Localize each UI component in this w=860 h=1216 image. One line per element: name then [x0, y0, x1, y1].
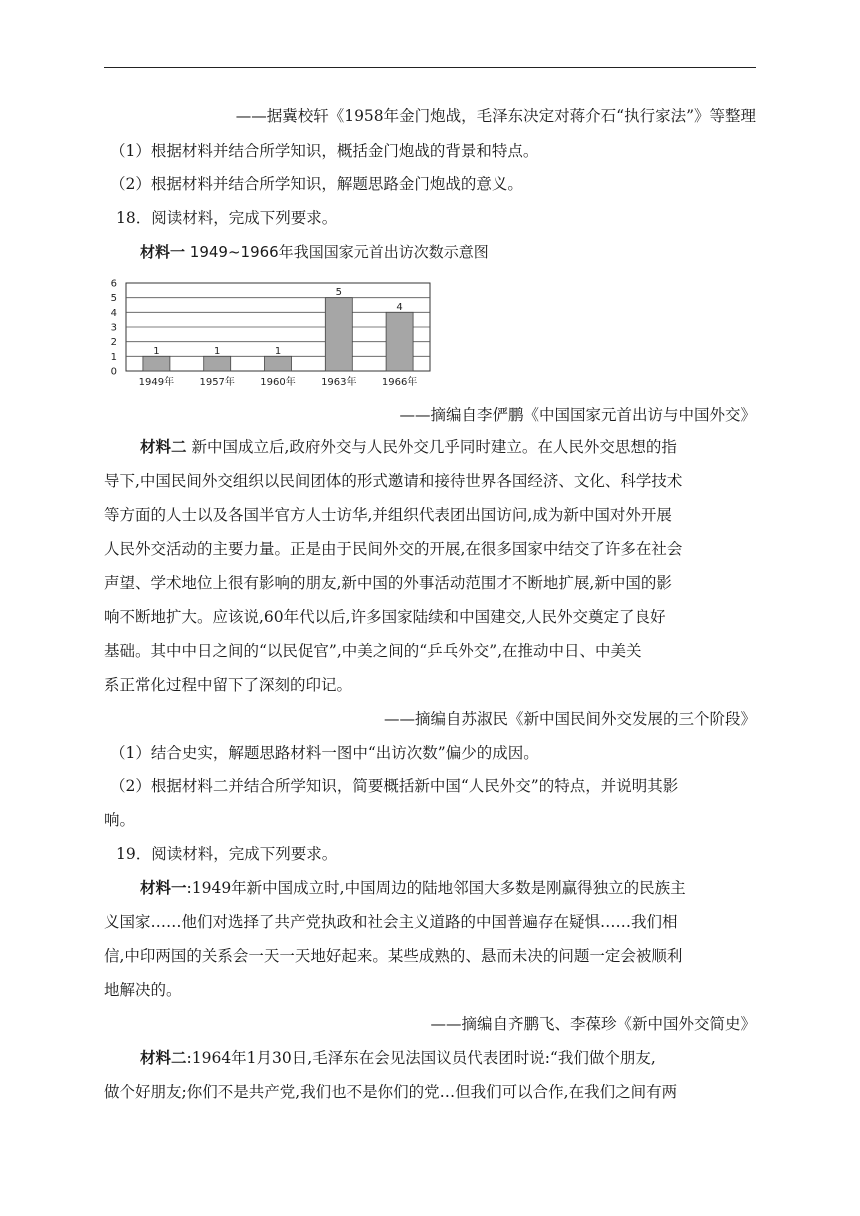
q18-sub2-line1: （2）根据材料二并结合所学知识，简要概括新中国“人民外交”的特点，并说明其影: [110, 777, 679, 795]
q18-m1-source: ——摘编自李俨鹏《中国国家元首出访与中国外交》: [399, 406, 756, 424]
q19-m1-line-0: [140, 878, 686, 898]
q17-sub2: （2）根据材料并结合所学知识，解题思路金门炮战的意义。: [110, 175, 523, 193]
bar-data-label: 1: [153, 345, 160, 357]
q18-m2-line-5: 响不断地扩大。应该说,60年代以后,许多国家陆续和中国建交,人民外交奠定了良好: [104, 608, 666, 626]
q19-m2-line-0: [140, 1048, 656, 1068]
q18-heading: 18．阅读材料，完成下列要求。: [116, 209, 338, 227]
q18-m2-label: 材料二: [140, 437, 187, 456]
x-tick-label: 1966年: [381, 377, 418, 388]
q18-m1-title-line: [140, 242, 489, 262]
x-tick-label: 1949年: [138, 377, 175, 388]
y-tick-label: 5: [110, 293, 117, 305]
q18-m2-line-3: 人民外交活动的主要力量。正是由于民间外交的开展,在很多国家中结交了许多在社会: [104, 540, 683, 558]
header-rule: [104, 67, 756, 68]
q18-m2-line-7: 系正常化过程中留下了深刻的印记。: [104, 676, 353, 694]
q19-m2-label: 材料二: [140, 1048, 187, 1067]
q18-m2-source: ——摘编自苏淑民《新中国民间外交发展的三个阶段》: [383, 710, 756, 728]
q19-m1-source: ——摘编自齐鹏飞、李葆珍《新中国外交简史》: [430, 1015, 756, 1033]
q19-m1-line-3: 地解决的。: [104, 981, 182, 999]
q18-m1-label: 材料一: [140, 243, 186, 261]
q19-m1-line-1: 义国家……他们对选择了共产党执政和社会主义道路的中国普遍存在疑惧……我们相: [104, 913, 678, 931]
q18-m2-line-6: 基础。其中中日之间的“以民促官”,中美之间的“乒乓外交”,在推动中日、中美关: [104, 642, 642, 660]
bar: [325, 298, 352, 371]
y-tick-label: 3: [110, 322, 117, 334]
q19-m1-line-2: 信,中印两国的关系会一天一天地好起来。某些成熟的、悬而未决的问题一定会被顺利: [104, 947, 683, 965]
x-tick-label: 1957年: [199, 377, 235, 388]
citation-top: ——据冀校轩《1958年金门炮战，毛泽东决定对蒋介石“执行家法”》等整理: [235, 107, 756, 125]
bar-data-label: 1: [214, 345, 221, 357]
bar-data-label: 1: [274, 345, 282, 357]
chart-labels: [111, 279, 418, 389]
y-tick-label: 6: [110, 278, 117, 290]
bar-data-label: 5: [335, 287, 342, 299]
q18-m2-line-4: 声望、学术地位上很有影响的朋友,新中国的外事活动范围才不断地扩展,新中国的影: [104, 574, 672, 592]
q18-m1-title: 1949~1966年我国国家元首出访次数示意图: [189, 243, 489, 261]
q18-m2-line-0: [140, 437, 677, 457]
y-tick-label: 4: [110, 307, 117, 319]
q18-m2-text-0: 新中国成立后,政府外交与人民外交几乎同时建立。在人民外交思想的指: [191, 438, 677, 456]
bar: [386, 312, 413, 371]
q19-heading: 19．阅读材料，完成下列要求。: [116, 845, 338, 863]
bar-data-label: 4: [396, 301, 403, 313]
q18-sub1: （1）结合史实，解题思路材料一图中“出访次数”偏少的成因。: [110, 744, 539, 762]
bar: [143, 356, 170, 371]
chart-bars: [143, 298, 413, 371]
q19-m2-text-0: :1964年1月30日,毛泽东在会见法国议员代表团时说:“我们做个朋友,: [186, 1049, 656, 1067]
q19-m1-label: 材料一: [140, 878, 187, 897]
y-tick-label: 2: [110, 337, 117, 349]
y-tick-label: 0: [110, 366, 117, 378]
q18-m2-line-2: 等方面的人士以及各国半官方人士访华,并组织代表团出国访问,成为新中国对外开展: [104, 506, 672, 524]
q19-m1-text-0: :1949年新中国成立时,中国周边的陆地邻国大多数是刚赢得独立的民族主: [186, 879, 686, 897]
x-tick-label: 1963年: [321, 377, 357, 388]
bar: [265, 356, 292, 371]
bar: [204, 356, 231, 371]
visits-bar-chart: [104, 274, 434, 392]
x-tick-label: 1960年: [260, 377, 296, 388]
y-tick-label: 1: [110, 351, 117, 363]
q19-m2-line-1: 做个好朋友;你们不是共产党,我们也不是你们的党…但我们可以合作,在我们之间有两: [104, 1083, 678, 1101]
q17-sub1: （1）根据材料并结合所学知识，概括金门炮战的背景和特点。: [110, 142, 539, 160]
q18-sub2-line2: 响。: [104, 811, 136, 829]
q18-m2-line-1: 导下,中国民间外交组织以民间团体的形式邀请和接待世界各国经济、文化、科学技术: [104, 472, 683, 490]
